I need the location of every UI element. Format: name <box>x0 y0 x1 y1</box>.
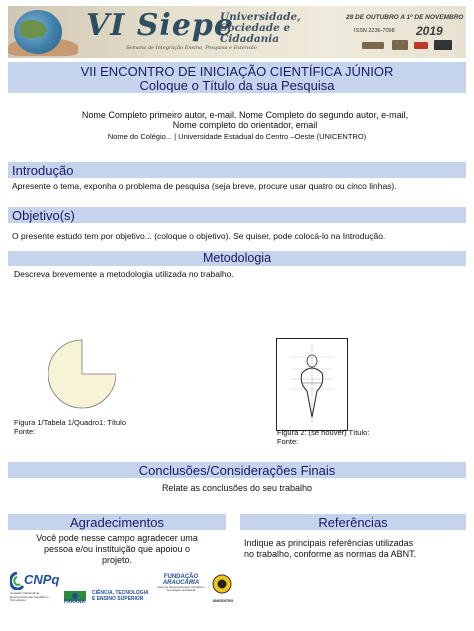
cnpq-name: CNPq <box>24 572 60 587</box>
partner-logo-3 <box>414 42 428 49</box>
figure-1-title: Figura 1/Tabela 1/Quadro1: Título <box>14 418 127 427</box>
referencias-line: Indique as principais referências utilizadas <box>244 538 414 548</box>
institution-line: Nome do Colégio... | Universidade Estadual do Centro –Oeste (UNICENTRO) <box>107 132 367 141</box>
seti-logo <box>92 590 160 608</box>
seti-line-1: CIÊNCIA, TECNOLOGIA <box>92 590 149 596</box>
introducao-text: Apresente o tema, exponha o problema de pesquisa (seja breve, procure usar quatro ou cinco linhas). <box>12 181 397 191</box>
fundacao-subtitle: Apoio ao Desenvolvimento Científico e Tecnológico do Paraná <box>156 585 206 593</box>
advisor-line: Nome completo do orientador, email <box>172 120 318 130</box>
event-dates: 28 DE OUTUBRO A 1º DE NOVEMBRO <box>346 14 464 21</box>
authors-block <box>60 110 430 130</box>
partner-logo-1 <box>362 42 384 49</box>
figure-1-caption <box>14 418 214 436</box>
pie-slice <box>48 340 116 408</box>
agradecimentos-text <box>8 533 226 566</box>
event-logo-subtitle: Semana de Integração Ensino, Pesquisa e Extensão <box>126 45 257 51</box>
cnpq-logo <box>10 572 60 606</box>
event-issn: ISSN 2236-7098 <box>354 28 395 34</box>
cnpq-subtitle: Conselho Nacional de Desenvolvimento Científico e Tecnológico <box>10 591 49 602</box>
metodologia-title: Metodologia <box>202 251 272 265</box>
event-banner <box>8 6 466 58</box>
event-logo-title: VI Siepe <box>86 8 234 43</box>
metodologia-text: Descreva brevemente a metodologia utilizada no trabalho. <box>14 269 234 279</box>
figure-2-drawing <box>277 339 347 430</box>
conclusoes-text: Relate as conclusões do seu trabalho <box>161 483 313 493</box>
figure-1-source: Fonte: <box>14 427 36 436</box>
unicentro-logo <box>212 574 234 604</box>
figure-2-title: Figura 2: (se houver) Título: <box>277 428 370 437</box>
agradecimentos-line: projeto. <box>101 555 133 565</box>
fundacao-label: FUNDAÇÃO <box>163 574 199 580</box>
agradecimentos-line: Você pode nesse campo agradecer uma <box>36 533 198 543</box>
authors-line: Nome Completo primeiro autor, e-mail. Nome Completo do segundo autor, e-mail, <box>81 110 409 120</box>
research-title: Coloque o Título da sua Pesquisa <box>139 78 335 93</box>
event-tagline: Universidade, Sociedade e Cidadania <box>220 11 301 45</box>
objetivos-text: O presente estudo tem por objetivo... (coloque o objetivo). Se quiser, pode colocá-lo na Introdução. <box>12 231 386 241</box>
figure-2-frame <box>276 338 348 431</box>
figure-2-source: Fonte: <box>277 437 299 446</box>
figure-1-pie-chart <box>48 338 116 410</box>
unicentro-name: UNICENTRO <box>212 599 234 603</box>
unicentro-emblem-icon <box>212 574 232 594</box>
referencias-title: Referências <box>318 515 388 530</box>
araucaria-label: ARAUCÁRIA <box>162 580 200 586</box>
objetivos-bar <box>8 207 466 223</box>
objetivos-title: Objetivo(s) <box>12 208 75 223</box>
referencias-line: no trabalho, conforme as normas da ABNT. <box>244 549 417 559</box>
seti-line-2: E ENSINO SUPERIOR <box>92 596 144 602</box>
partner-logo-2 <box>392 40 408 50</box>
event-year: 2019 <box>416 24 443 38</box>
cnpq-swirl-icon <box>10 572 24 590</box>
conclusoes-title: Conclusões/Considerações Finais <box>138 463 336 478</box>
parana-name: PARANÁ <box>64 599 86 605</box>
figure-2-caption <box>277 428 457 446</box>
agradecimentos-title: Agradecimentos <box>70 515 164 530</box>
partner-logo-4 <box>434 40 452 50</box>
parana-logo <box>64 588 86 608</box>
event-title: VII ENCONTRO DE INICIAÇÃO CIENTÍFICA JÚNIOR <box>80 64 394 79</box>
fundacao-araucaria-logo <box>156 574 206 608</box>
agradecimentos-line: pessoa e/ou instituição que apoiou o <box>43 544 191 554</box>
referencias-text <box>244 538 462 560</box>
introducao-title: Introdução <box>12 163 74 178</box>
introducao-bar <box>8 162 466 178</box>
globe-land-shape <box>20 20 46 38</box>
